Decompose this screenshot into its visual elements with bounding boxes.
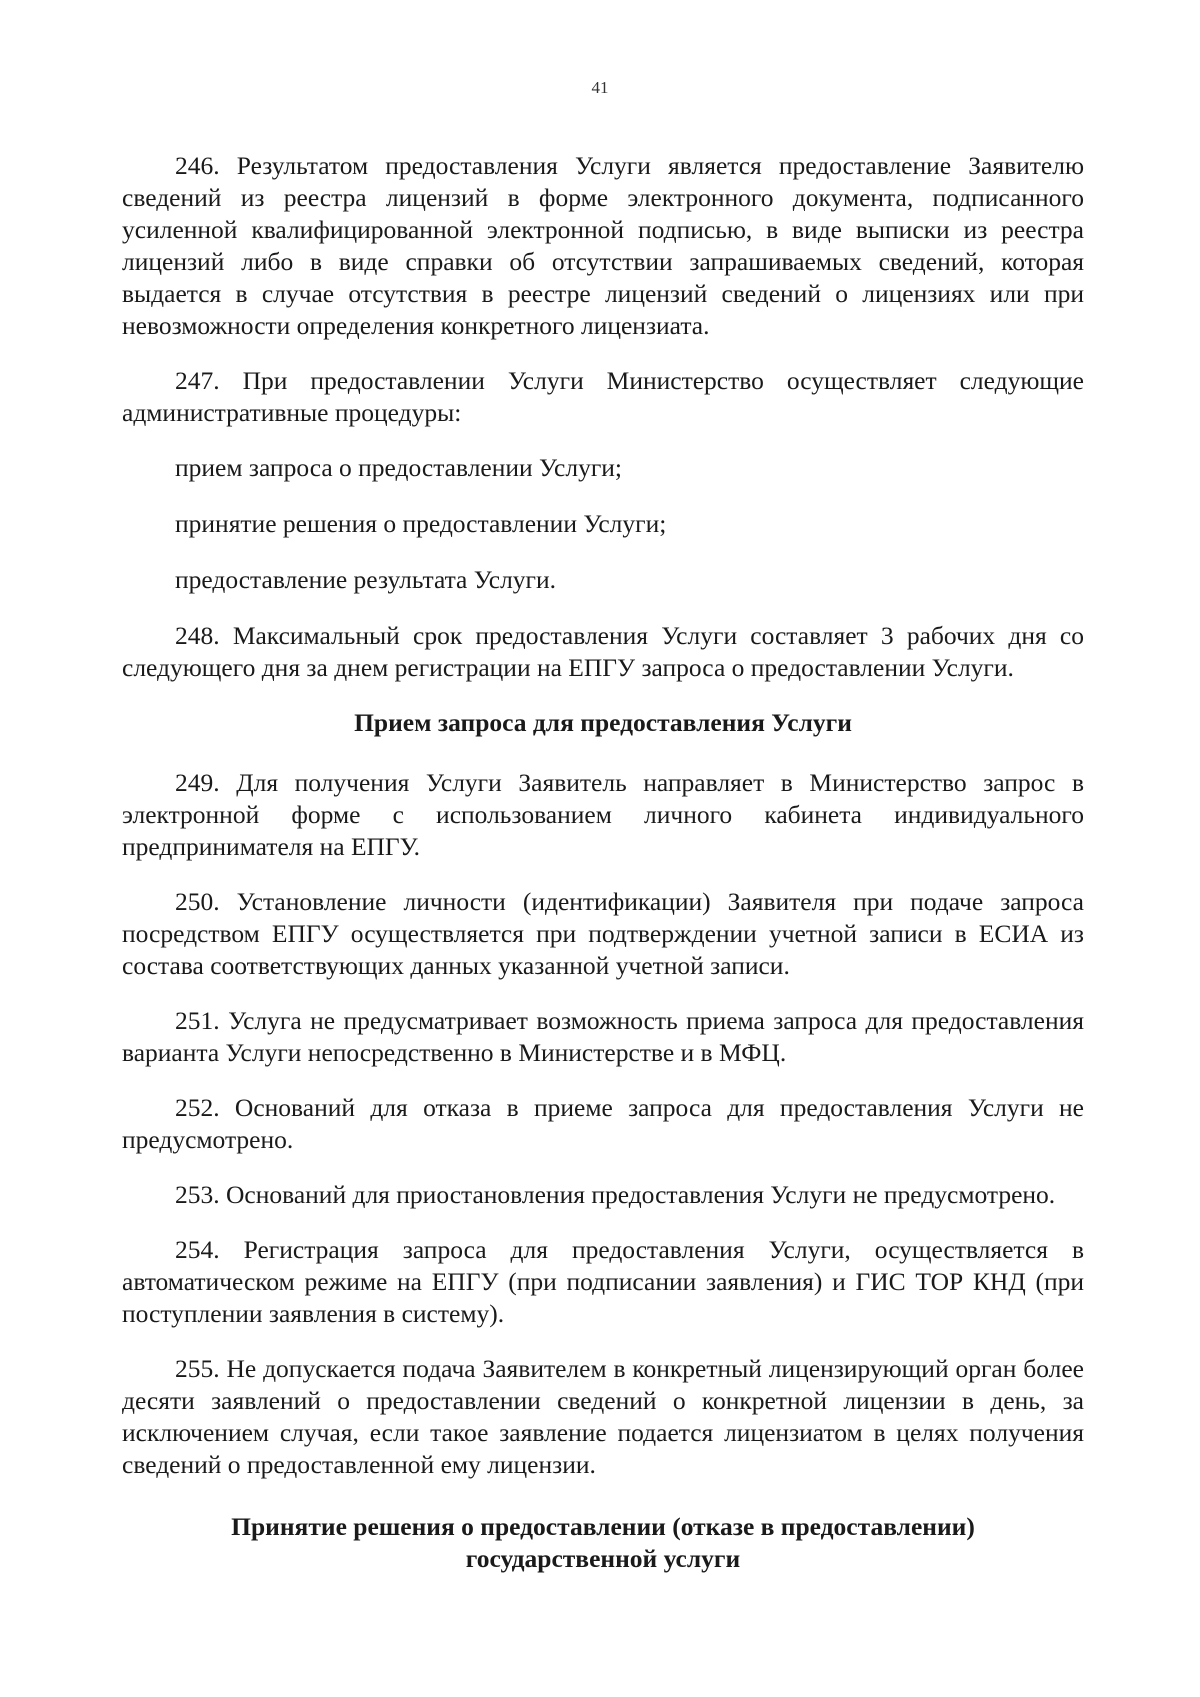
procedure-item: принятие решения о предоставлении Услуги; bbox=[175, 509, 667, 538]
paragraph-253: 253. Оснований для приостановления предоставления Услуги не предусмотрено. bbox=[175, 1180, 1056, 1209]
paragraph-252: 252. Оснований для отказа в приеме запроса для предоставления Услуги не предусмотрено. bbox=[122, 1093, 1084, 1154]
paragraph-250: 250. Установление личности (идентификации) Заявителя при подаче запроса посредством ЕПГУ осуществляется при подтверждении учетной записи в ЕСИА из состава соответствующих данных указанной учетной записи. bbox=[122, 887, 1084, 980]
paragraph-249: 249. Для получения Услуги Заявитель направляет в Министерство запрос в электронной форме с использованием личного кабинета индивидуального предпринимателя на ЕПГУ. bbox=[122, 768, 1084, 861]
section-heading-2 bbox=[122, 1511, 1084, 1575]
section-heading-2-line1: Принятие решения о предоставлении (отказе в предоставлении) bbox=[231, 1512, 975, 1541]
paragraph-255: 255. Не допускается подача Заявителем в конкретный лицензирующий орган более десяти заявлений о предоставлении сведений о конкретной лицензии в день, за исключением случая, если такое заявление подается лицензиатом в целях получения сведений о предоставленной ему лицензии. bbox=[122, 1354, 1084, 1479]
paragraph-246: 246. Результатом предоставления Услуги является предоставление Заявителю сведений из реестра лицензий в форме электронного документа, подписанного усиленной квалифицированной электронной подписью, в виде выписки из реестра лицензий либо в виде справки об отсутствии запрашиваемых сведений, которая выдается в случае отсутствия в реестре лицензий сведений о лицензиях или при невозможности определения конкретного лицензиата. bbox=[122, 151, 1084, 340]
page-number: 41 bbox=[591, 78, 609, 97]
paragraph-254: 254. Регистрация запроса для предоставления Услуги, осуществляется в автоматическом режиме на ЕПГУ (при подписании заявления) и ГИС ТОР КНД (при поступлении заявления в систему). bbox=[122, 1235, 1084, 1328]
paragraph-251: 251. Услуга не предусматривает возможность приема запроса для предоставления варианта Услуги непосредственно в Министерстве и в МФЦ. bbox=[122, 1006, 1084, 1067]
procedure-item: прием запроса о предоставлении Услуги; bbox=[175, 453, 623, 482]
paragraph-248: 248. Максимальный срок предоставления Услуги составляет 3 рабочих дня со следующего дня за днем регистрации на ЕПГУ запроса о предоставлении Услуги. bbox=[122, 621, 1084, 682]
paragraph-247: 247. При предоставлении Услуги Министерство осуществляет следующие административные процедуры: bbox=[122, 366, 1084, 427]
section-heading-2-line2: государственной услуги bbox=[465, 1544, 741, 1573]
section-heading: Прием запроса для предоставления Услуги bbox=[354, 708, 852, 737]
procedure-item: предоставление результата Услуги. bbox=[175, 565, 557, 594]
document-body bbox=[122, 150, 1084, 1603]
